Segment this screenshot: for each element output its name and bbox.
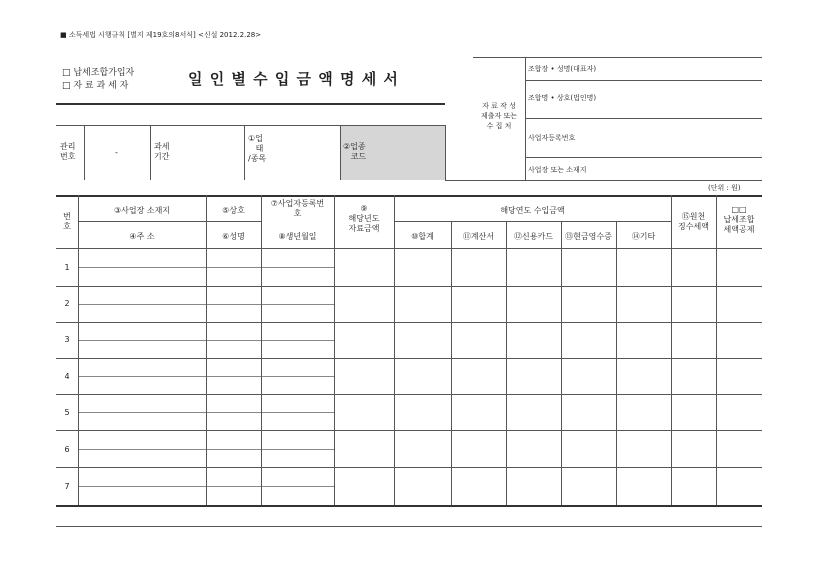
header-year-income: 해당연도 수입금액: [500, 206, 565, 215]
row-number: 6: [64, 445, 70, 454]
row-number: 5: [64, 408, 70, 417]
admin-number-label: 관리 번호: [60, 142, 76, 161]
tax-period-label: 과세 기간: [154, 142, 170, 161]
header-year-data-amount: ⑨ 해당년도 자료금액: [348, 204, 380, 233]
row-number: 1: [64, 263, 70, 272]
header-sum: ⑩합계: [411, 232, 434, 241]
submitter-address[interactable]: 사업장 또는 소재지: [528, 166, 587, 174]
row-number: 7: [64, 482, 70, 491]
header-trade-name: ⑤상호: [222, 206, 245, 215]
header-cash-receipt: ⑬현금영수증: [565, 232, 612, 241]
row-number: 3: [64, 335, 70, 344]
submitter-reg-number[interactable]: 사업자등록번호: [528, 134, 576, 142]
submitter-corp-name[interactable]: 조합명 • 상호(법인명): [528, 94, 597, 102]
form-reference: ■ 소득세법 시행규칙 [별지 제19호의8서식] <신설 2012.2.28>: [60, 31, 262, 39]
row-number: 2: [64, 299, 70, 308]
header-reg-number: ⑦사업자등록번 호: [270, 199, 325, 218]
unit-label: (단위 : 원): [708, 184, 741, 192]
header-invoice: ⑪계산서: [462, 232, 495, 241]
header-biz-address: ③사업장 소재지: [113, 206, 171, 215]
header-union-deduction: □□ 납세조합 세액공제: [723, 205, 755, 234]
biz-code-label: ②업종 코드: [343, 142, 367, 161]
header-withholding-tax: ⑮원천 징수세액: [678, 212, 709, 231]
checkbox-data-taxpayer[interactable]: □ 자 료 과 세 자: [62, 81, 129, 91]
page-title: 일 인 별 수 입 금 액 명 세 서: [188, 70, 399, 88]
header-credit-card: ⑫신용카드: [514, 232, 553, 241]
header-etc: ⑭기타: [631, 232, 656, 241]
submitter-rep-name[interactable]: 조합장 • 성명(대표자): [528, 65, 597, 73]
header-name: ⑥성명: [222, 232, 245, 241]
header-number: 번 호: [63, 212, 71, 231]
admin-number-value[interactable]: -: [115, 148, 118, 157]
row-number: 4: [64, 372, 70, 381]
submitter-label: 자 료 작 성 제출자 또는 수 집 처: [480, 102, 518, 130]
biz-type-label: ①업 태 /종목: [248, 134, 267, 163]
checkbox-union-member[interactable]: □ 납세조합가입자: [62, 68, 135, 78]
header-address: ④주 소: [129, 232, 155, 241]
header-birth-date: ⑧생년월일: [278, 232, 317, 241]
